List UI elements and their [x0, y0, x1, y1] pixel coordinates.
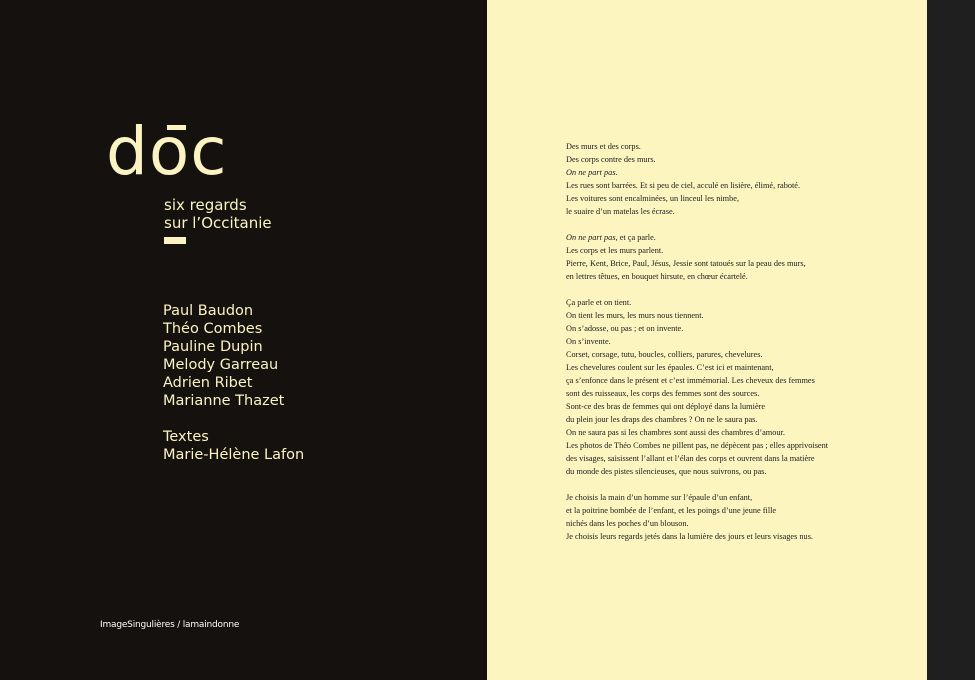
left-page: [0, 0, 487, 680]
logo-word: doc: [106, 113, 228, 190]
logo-subtitle-line-2: sur l’Occitanie: [164, 214, 272, 232]
text-line: On ne part pas.: [566, 168, 618, 177]
text-line: On s’adosse, ou pas ; et on invente.: [566, 324, 684, 333]
text-line: Les voitures sont encalminées, un linceul les nimbe,: [566, 194, 740, 203]
photographer-name: Paul Baudon: [163, 303, 254, 319]
text-line: Les corps et les murs parlent.: [566, 246, 664, 255]
photographer-name: Marianne Thazet: [163, 393, 285, 409]
text-line: du monde des pistes silencieuses, que nous suivrons, ou pas.: [566, 467, 767, 476]
photographer-name: Théo Combes: [163, 321, 263, 337]
text-line: On s’invente.: [566, 337, 611, 346]
text-line: nichés dans les poches d’un blouson.: [566, 519, 689, 528]
text-line: Je choisis la main d’un homme sur l’épaule d’un enfant,: [566, 493, 753, 502]
text-line: du plein jour les draps des chambres ? On ne le saura pas.: [566, 415, 758, 424]
logo-subtitle-line-1: six regards: [164, 196, 247, 214]
poem-text: [566, 140, 921, 556]
text-line: le suaire d’un matelas les écrase.: [566, 207, 675, 216]
stanza: [566, 140, 921, 218]
logo-bottom-bar: [164, 237, 186, 244]
text-line: Les chevelures coulent sur les épaules. C’est ici et maintenant,: [566, 363, 774, 372]
credits-author: Marie-Hélène Lafon: [163, 447, 305, 463]
doc-logo: [106, 110, 306, 250]
text-line: en lettres têtues, en bouquet hirsute, en chœur écartelé.: [566, 272, 748, 281]
stanza: [566, 296, 921, 478]
text-line: Sont-ce des bras de femmes qui ont déployé dans la lumière: [566, 402, 766, 411]
text-line: et la poitrine bombée de l’enfant, et les poings d’une jeune fille: [566, 506, 777, 515]
text-line: Corset, corsage, tutu, boucles, colliers, parures, chevelures.: [566, 350, 763, 359]
text-line: Des corps contre des murs.: [566, 155, 656, 164]
italic-phrase: On ne part pas: [566, 233, 616, 242]
photographer-name: Melody Garreau: [163, 357, 279, 373]
photographer-list: [163, 302, 284, 410]
publisher-imprint: ImageSingulières / lamaindonne: [100, 620, 240, 630]
text-line: sont des ruisseaux, les corps des femmes sont des sources.: [566, 389, 760, 398]
text-line: des visages, saisissent l’allant et l’élan des corps et ouvrent dans la matière: [566, 454, 815, 463]
text-line: Des murs et des corps.: [566, 142, 641, 151]
right-page: [487, 0, 927, 680]
text-line: Pierre, Kent, Brice, Paul, Jésus, Jessie sont tatoués sur la peau des murs,: [566, 259, 806, 268]
stanza: [566, 491, 921, 543]
text-line: ça s’enfonce dans le présent et c’est immémorial. Les cheveux des femmes: [566, 376, 815, 385]
text-line: On ne saura pas si les chambres sont aussi des chambres d’amour.: [566, 428, 785, 437]
text-line: On tient les murs, les murs nous tiennent.: [566, 311, 704, 320]
stanza: [566, 231, 921, 283]
photographer-name: Pauline Dupin: [163, 339, 263, 355]
text-line: [566, 231, 921, 244]
text-span: , et ça parle.: [615, 233, 656, 242]
text-line: Les photos de Théo Combes ne pillent pas, ne dépècent pas ; elles apprivoisent: [566, 441, 829, 450]
text-credits: [163, 428, 304, 464]
photographer-name: Adrien Ribet: [163, 375, 253, 391]
page-edge: [927, 0, 975, 680]
credits-label: Textes: [163, 429, 209, 445]
text-line: Ça parle et on tient.: [566, 298, 632, 307]
text-line: Je choisis leurs regards jetés dans la lumière des jours et leurs visages nus.: [566, 532, 814, 541]
text-line: Les rues sont barrées. Et si peu de ciel, acculé en lisière, élimé, raboté.: [566, 181, 801, 190]
logo-subtitle: [164, 196, 272, 232]
